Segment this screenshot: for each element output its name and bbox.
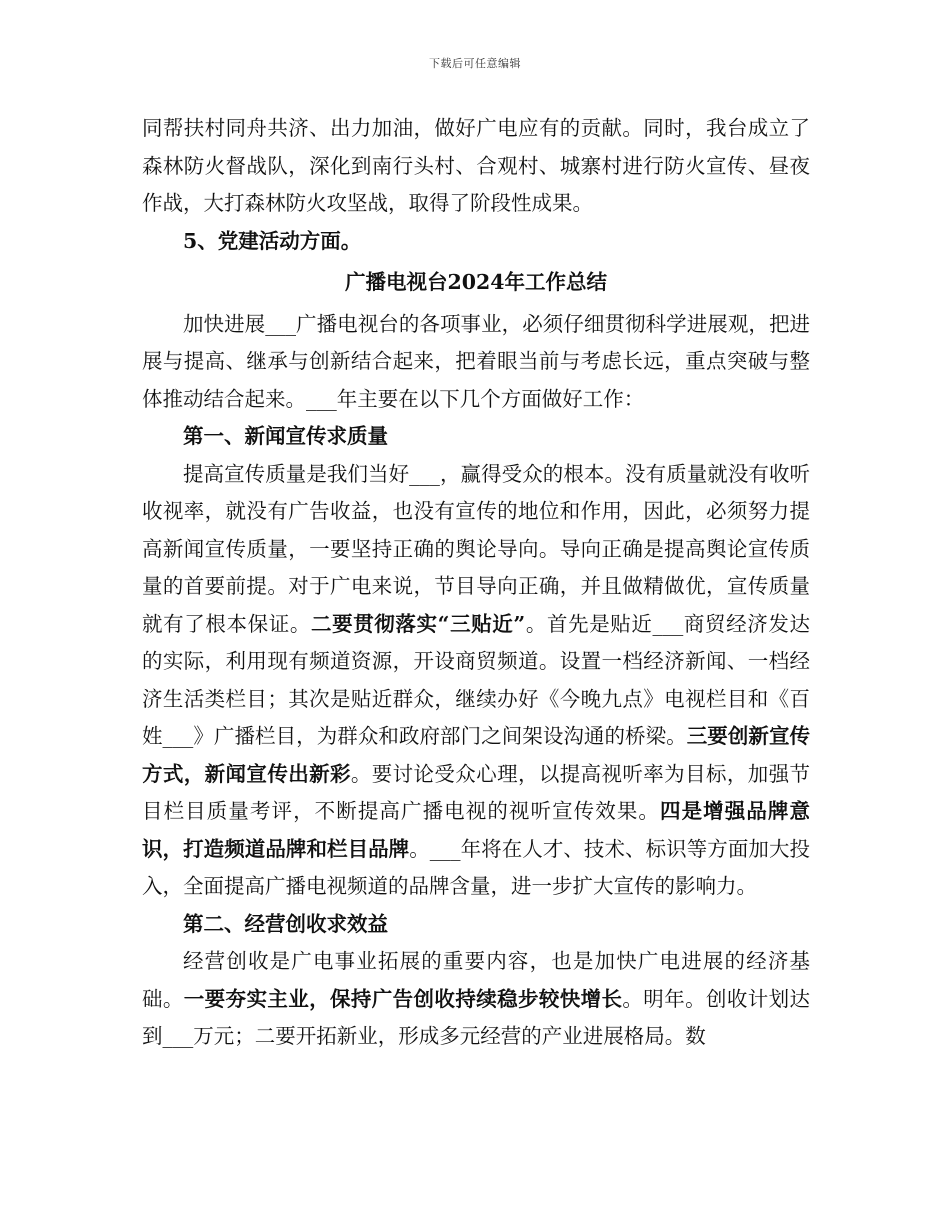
section-5-heading: 5、党建活动方面。 xyxy=(183,228,362,253)
text-run: 。明年。创收计划达到___万元；二要开拓新业，形成多元经营的产业进展格局。数 xyxy=(142,986,811,1048)
document-title: 广播电视台2024年工作总结 xyxy=(344,270,608,294)
text-run: 。要讨论受众心理，以提高视听率为目标，加强节目栏目质量考评，不断提高广播电视的视听宣传效果。 xyxy=(142,761,811,823)
heading-business-revenue: 第二、经营创收求效益 xyxy=(183,911,388,936)
bold-run: 二要贯彻落实“三贴近” xyxy=(310,611,526,636)
text-run: 。首先是贴近___商贸经济发达的实际，利用现有频道资源，开设商贸频道。设置一档经济新闻、一档经济生活类栏目；其次是贴近群众，继续办好《今晚九点》电视栏目和《百姓___》广播栏目，为群众和政府部门之间架设沟通的桥梁。 xyxy=(142,611,811,748)
heading-news-quality: 第一、新闻宣传求质量 xyxy=(183,424,388,448)
news-quality-paragraph xyxy=(142,456,810,906)
text-run: 提高宣传质量是我们当好___，赢得受众的根本。没有质量就没有收听收视率，就没有广告收益，也没有宣传的地位和作用，因此，必须努力提高新闻宣传质量，一要坚持正确的舆论导向。导向正确是提高舆论宣传质量的首要前提。对于广电来说，节目导向正确，并且做精做优，宣传质量就有了根本保证。 xyxy=(142,461,810,636)
bold-run: 三要创新宣传方式，新闻宣传出新彩 xyxy=(142,724,811,786)
business-revenue-paragraph xyxy=(142,943,810,1056)
text-run: 经营创收是广电事业拓展的重要内容，也是加快广电进展的经济基础。 xyxy=(142,949,810,1011)
bold-run: 四是增强品牌意识，打造频道品牌和栏目品牌 xyxy=(142,799,810,861)
continuation-paragraph: 同帮扶村同舟共济、出力加油，做好广电应有的贡献。同时，我台成立了森林防火督战队，深化到南行头村、合观村、城寨村进行防火宣传、昼夜作战，大打森林防火攻坚战，取得了阶段性成果。 xyxy=(142,116,810,215)
text-run: 。___年将在人才、技术、标识等方面加大投入，全面提高广播电视频道的品牌含量，进一步扩大宣传的影响力。 xyxy=(142,836,810,898)
document-body xyxy=(142,110,810,1056)
bold-run: 一要夯实主业，保持广告创收持续稳步较快增长 xyxy=(183,986,623,1011)
page-header-note: 下载后可任意编辑 xyxy=(429,57,521,70)
intro-paragraph: 加快进展___广播电视台的各项事业，必须仔细贯彻科学进展观，把进展与提高、继承与创新结合起来，把着眼当前与考虑长远，重点突破与整体推动结合起来。___年主要在以下几个方面做好工作： xyxy=(142,311,810,411)
